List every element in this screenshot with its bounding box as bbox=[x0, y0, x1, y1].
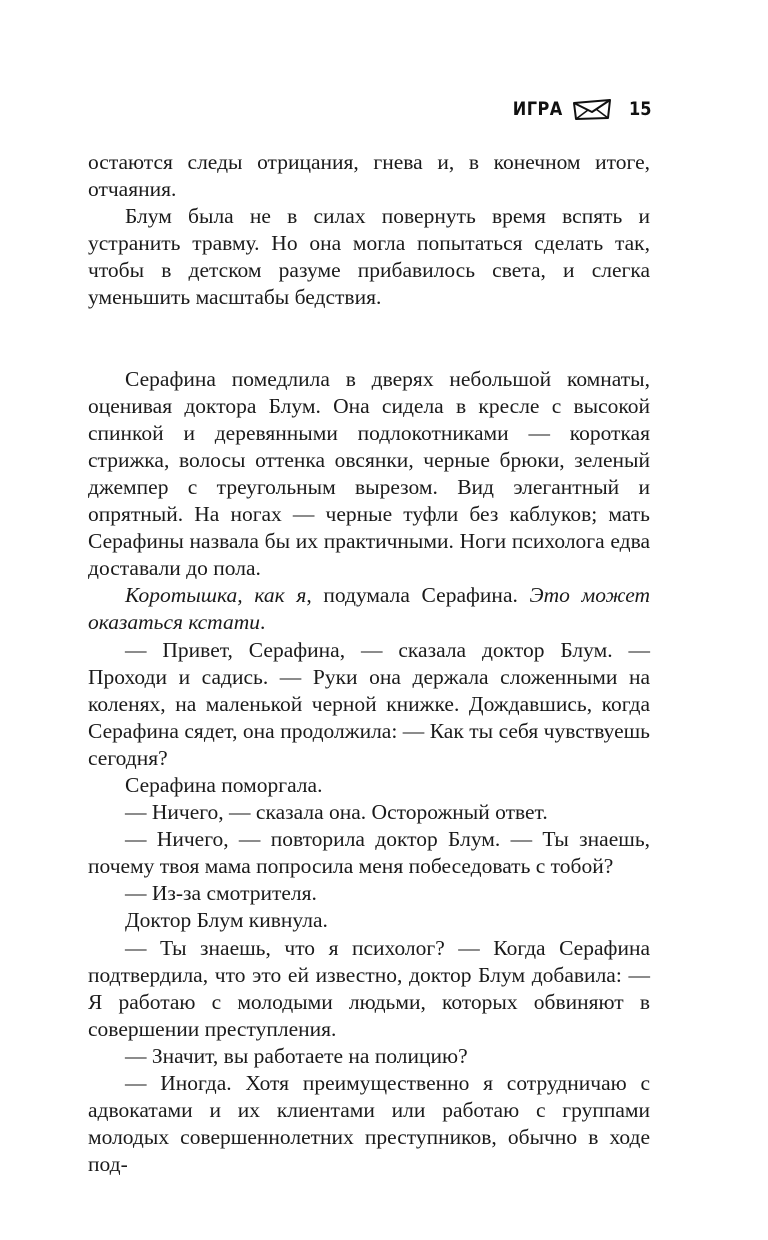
paragraph: — Привет, Серафина, — сказала доктор Блум. — Проходи и садись. — Руки она держала сложенными на коленях, на маленькой черной книжке. Дождавшись, когда Серафина сядет, она продолжила: — Как ты себя чувствуешь сегодня? bbox=[88, 637, 650, 770]
paragraph: Доктор Блум кивнула. bbox=[125, 908, 328, 933]
paragraph: — Иногда. Хотя преимущественно я сотрудничаю с адвокатами и их клиентами или работаю с группами молодых совершеннолетних преступников, обычно в ходе под- bbox=[88, 1071, 650, 1177]
page-number: 15 bbox=[628, 98, 652, 120]
paragraph: Блум была не в силах повернуть время вспять и устранить травму. Но она могла попытаться сделать так, чтобы в детском разуме прибавилось света, и слегка уменьшить масштабы бедствия. bbox=[88, 204, 650, 310]
inline-text: . bbox=[259, 610, 266, 635]
inline-text: , подумала Серафина. bbox=[306, 583, 530, 608]
paragraph: — Ничего, — повторила доктор Блум. — Ты знаешь, почему твоя мама попросила меня побеседовать с тобой? bbox=[88, 827, 650, 879]
paragraph: — Значит, вы работаете на полицию? bbox=[125, 1043, 468, 1068]
section-break bbox=[88, 312, 650, 366]
italic-text: Это может оказаться кстати bbox=[88, 583, 650, 635]
paragraph: — Ничего, — сказала она. Осторожный ответ. bbox=[125, 800, 548, 825]
running-head bbox=[504, 94, 653, 124]
paragraph: Серафина поморгала. bbox=[125, 772, 323, 797]
paragraph: — Из-за смотрителя. bbox=[125, 881, 317, 906]
paragraph: остаются следы отрицания, гнева и, в конечном итоге, отчаяния. bbox=[88, 150, 650, 202]
body-text bbox=[88, 149, 650, 1178]
italic-text: Коротышка, как я bbox=[125, 583, 307, 608]
paragraph-italic-thought bbox=[88, 582, 650, 636]
paragraph: Серафина помедлила в дверях небольшой комнаты, оценивая доктора Блум. Она сидела в кресле с высокой спинкой и деревянными подлокотниками — короткая стрижка, волосы оттенка овсянки, черные брюки, зеленый джемпер с треугольным вырезом. Вид элегантный и опрятный. На ногах — черные туфли без каблуков; мать Серафины назвала бы их практичными. Ноги психолога едва доставали до пола. bbox=[88, 366, 650, 581]
paragraph: — Ты знаешь, что я психолог? — Когда Серафина подтвердила, что это ей известно, доктор Блум добавила: — Я работаю с молодыми людьми, которых обвиняют в совершении преступления. bbox=[88, 935, 650, 1041]
envelope-icon bbox=[571, 97, 613, 121]
running-head-title: ИГРА bbox=[512, 98, 563, 120]
